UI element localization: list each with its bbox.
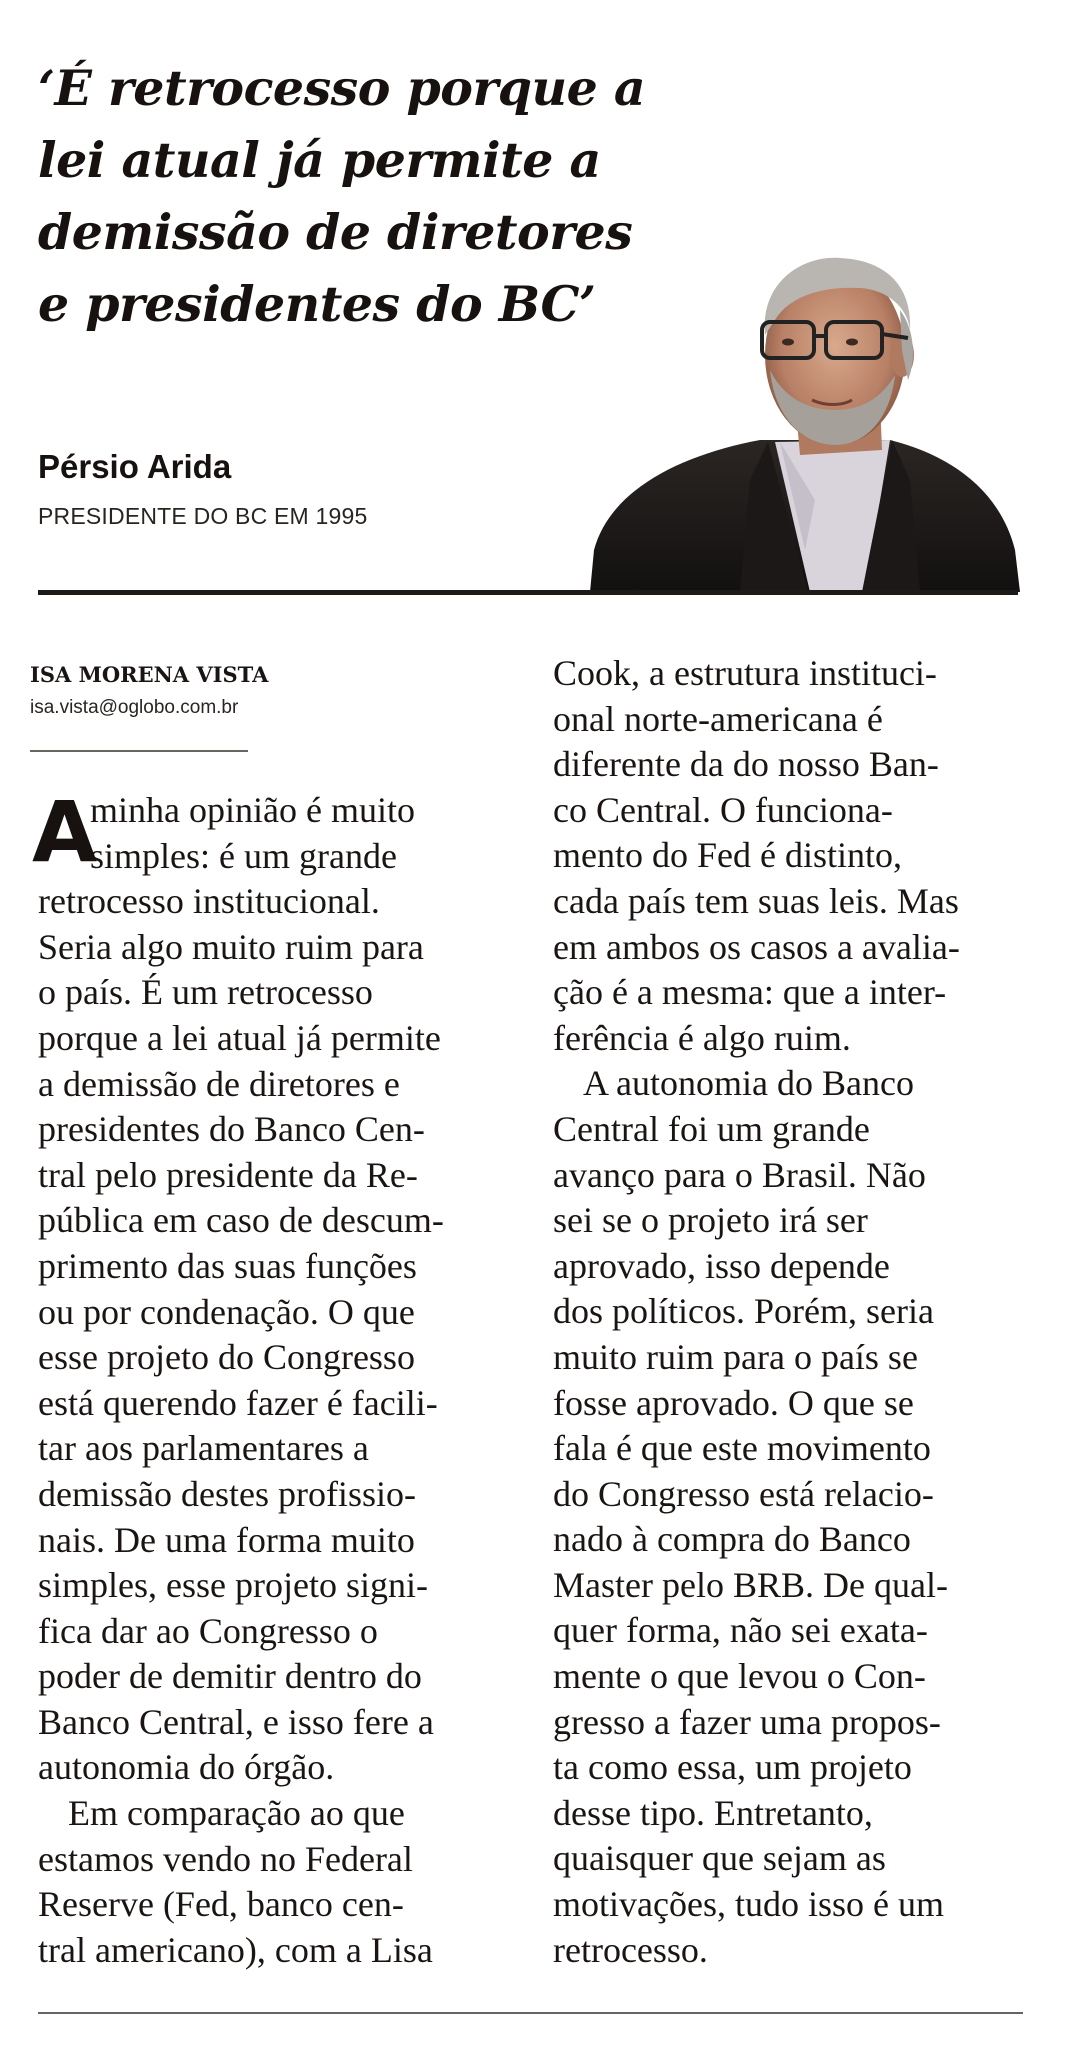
- footer-divider: [38, 2012, 1023, 2014]
- interviewee-role: PRESIDENTE DO BC EM 1995: [38, 503, 368, 529]
- paragraph-line: a demissão de diretores e: [38, 1063, 400, 1104]
- paragraph-line: estamos vendo no Federal: [38, 1838, 413, 1879]
- paragraph-line: fosse aprovado. O que se: [553, 1382, 914, 1423]
- paragraph-line: quaisquer que sejam as: [553, 1838, 886, 1879]
- article-column-right: [553, 651, 1031, 1973]
- paragraph-line: nado à compra do Banco: [553, 1519, 911, 1560]
- headline-line: ‘É retrocesso porque a: [38, 59, 646, 117]
- headline-line: demissão de diretores: [38, 203, 633, 261]
- paragraph-line: motivações, tudo isso é um: [553, 1884, 944, 1925]
- paragraph-line: ção é a mesma: que a inter-: [553, 972, 947, 1013]
- paragraph-text: minha opinião é muito: [90, 790, 415, 830]
- paragraph-line: gresso a fazer uma propos-: [553, 1701, 941, 1742]
- paragraph-line: avanço para o Brasil. Não: [553, 1154, 926, 1195]
- paragraph-line: Central foi um grande: [553, 1108, 870, 1149]
- paragraph-line: diferente da do nosso Ban-: [553, 744, 939, 785]
- headline: [38, 52, 678, 340]
- drop-cap: A: [32, 783, 98, 881]
- article-column-left: [32, 783, 516, 1973]
- paragraph-line: autonomia do órgão.: [38, 1747, 335, 1788]
- author-name: ISA MORENA VISTA: [30, 662, 269, 687]
- paragraph-line: do Congresso está relacio-: [553, 1473, 934, 1514]
- paragraph-line: presidentes do Banco Cen-: [38, 1109, 425, 1150]
- paragraph-line: retrocesso institucional.: [38, 881, 380, 922]
- paragraph-line: simples: é um grande: [90, 835, 397, 876]
- paragraph-line: pública em caso de descum-: [38, 1200, 444, 1241]
- paragraph-line: tar aos parlamentares a: [38, 1428, 369, 1469]
- paragraph-line: tral americano), com a Lisa: [38, 1929, 433, 1970]
- paragraph-line: simples, esse projeto signi-: [38, 1565, 428, 1606]
- paragraph-line: Cook, a estrutura instituci-: [553, 653, 937, 693]
- paragraph-line: nais. De uma forma muito: [38, 1519, 415, 1560]
- paragraph-line: co Central. O funciona-: [553, 789, 893, 830]
- paragraph-line: fala é que este movimento: [553, 1428, 931, 1469]
- paragraph-line: aprovado, isso depende: [553, 1245, 890, 1286]
- paragraph-line: mente o que levou o Con-: [553, 1656, 926, 1697]
- paragraph-line: Reserve (Fed, banco cen-: [38, 1884, 404, 1925]
- paragraph-line: Master pelo BRB. De qual-: [553, 1564, 948, 1605]
- paragraph-line: desse tipo. Entretanto,: [553, 1792, 873, 1833]
- headline-line: e presidentes do BC’: [38, 275, 596, 333]
- paragraph-line: primento das suas funções: [38, 1245, 417, 1286]
- paragraph-line: fica dar ao Congresso o: [38, 1610, 378, 1651]
- paragraph-line: demissão destes profissio-: [38, 1473, 416, 1514]
- paragraph-line: onal norte-americana é: [553, 698, 883, 739]
- interviewee-portrait: [590, 250, 1020, 592]
- paragraph-line: Seria algo muito ruim para: [38, 926, 424, 967]
- paragraph-line: poder de demitir dentro do: [38, 1656, 422, 1697]
- paragraph-line: esse projeto do Congresso: [38, 1337, 415, 1378]
- paragraph-line: tral pelo presidente da Re-: [38, 1154, 418, 1195]
- paragraph-line: ou por condenação. O que: [38, 1291, 415, 1332]
- paragraph-line: ta como essa, um projeto: [553, 1747, 912, 1788]
- paragraph-line: sei se o projeto irá ser: [553, 1200, 868, 1241]
- headline-line: lei atual já permite a: [38, 131, 601, 189]
- paragraph-line: em ambos os casos a avalia-: [553, 926, 960, 967]
- byline-divider: [30, 750, 248, 752]
- paragraph-line: A autonomia do Banco: [583, 1063, 914, 1104]
- paragraph-line: está querendo fazer é facili-: [38, 1382, 438, 1423]
- paragraph-line: dos políticos. Porém, seria: [553, 1291, 934, 1332]
- author-email: isa.vista@oglobo.com.br: [30, 697, 239, 718]
- paragraph-line: muito ruim para o país se: [553, 1336, 918, 1377]
- paragraph-line: Banco Central, e isso fere a: [38, 1701, 434, 1742]
- paragraph-line: mento do Fed é distinto,: [553, 835, 902, 876]
- paragraph-line: retrocesso.: [553, 1929, 708, 1970]
- paragraph-line: porque a lei atual já permite: [38, 1017, 441, 1058]
- paragraph-line: quer forma, não sei exata-: [553, 1610, 928, 1651]
- paragraph-line: Em comparação ao que: [68, 1793, 405, 1834]
- paragraph-line: cada país tem suas leis. Mas: [553, 880, 959, 921]
- paragraph-line: ferência é algo ruim.: [553, 1017, 851, 1058]
- paragraph-line: o país. É um retrocesso: [38, 972, 373, 1013]
- section-divider: [38, 590, 1018, 595]
- interviewee-name: Pérsio Arida: [38, 448, 232, 485]
